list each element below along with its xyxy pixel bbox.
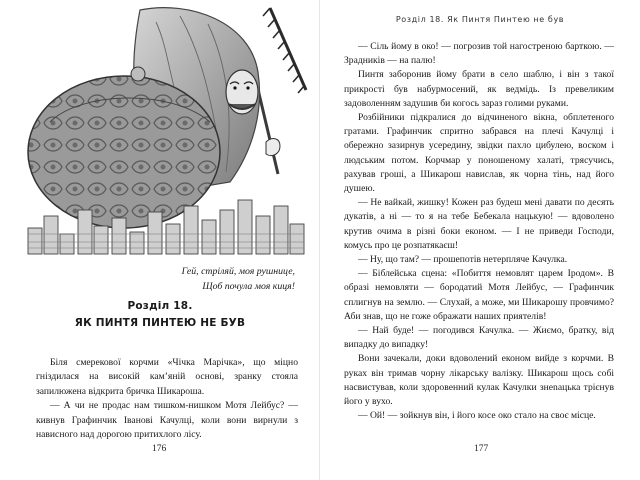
page-number: 177	[474, 444, 489, 454]
right-body-text	[344, 40, 614, 423]
paragraph: — Ой! — зойкнув він, і його косе око стало на своє місце.	[358, 410, 596, 422]
page-number: 176	[152, 444, 167, 454]
illustration-man-with-sack-and-rake	[20, 2, 308, 260]
epigraph-poem	[182, 264, 295, 294]
chapter-heading	[0, 298, 320, 332]
paragraph: — Сіль йому в око! — погрозив той нагостреною барткою. — Зрадників — на палю!	[344, 41, 614, 67]
paragraph: Вони зачекали, доки вдоволений економ вийде з корчми. В руках він тримав чорну лікарську валізку. Шикарош щось собі насвистував, коли здоровенний кулак Качулки знenацька трієнув його у вухо.	[344, 353, 614, 408]
running-head: Розділ 18. Як Пинтя Пинтею не був	[395, 15, 565, 24]
paragraph: — А чи не продас нам тишком-нишком Мотя Лейбус? — кивнув Графинчик Іванові Качулці, коли вони вирнули з нависного над дорогою притихлого лісу.	[36, 400, 298, 441]
paragraph: — Ну, що там? — прошепотів нетерпляче Качулка.	[358, 254, 568, 266]
paragraph: — Най буде! — погодився Качулка. — Жиємо, братку, від випадку до випадку!	[344, 325, 614, 351]
poem-line: Гей, стріляй, моя рушнице,	[181, 266, 295, 277]
paragraph: Біля смерекової корчми «Чічка Марічка», що міцно гніздилася на високій кам’яній основі, зранку стояла запилюжена відкрита бричка Шикароша.	[36, 357, 298, 397]
chapter-illustration	[20, 2, 308, 260]
left-body-text	[36, 356, 298, 442]
paragraph: Розбійники підкралися до відчиненого вікна, обплетеного гратами. Графинчик спритно забрався на плечі Качулці і обережно зазирнув усередину, звідки пахло цибулею, воском і людським потом. Корчмар у поношеному халаті, трясучись, рахував гроші, а Шикарош навислав, як чорна тінь, над його душею.	[344, 112, 614, 195]
poem-line: Щоб почула моя киця!	[202, 281, 295, 292]
chapter-title: ЯК ПИНТЯ ПИНТЕЮ НЕ БУВ	[74, 317, 246, 329]
paragraph: — Біблейська сцена: «Побиття немовлят царем Іродом». В образі немовляти — бородатий Мотя Лейбус, — Графинчик сплигнув на землю. — Слухай, а може, ми Шикарошу провчимо? Аби знав, що не гоже ображати наших приятелів!	[344, 268, 614, 322]
paragraph: Пинтя заборонив йому брати в село шаблю, і він з такої прикрості був набурмосений, як ведмідь. Із превеликим задоволенням задушив би когось зараз голими руками.	[344, 69, 614, 109]
chapter-number: Розділ 18.	[127, 300, 193, 312]
right-page	[320, 0, 640, 480]
paragraph: — Не вайкай, жишку! Кожен раз будеш мені давати по десять дукатів, а ні — то я на тебе Бебекала нацькую! — вдоволено крутив очима в різні боки економ. — І не приведи Господи, комусь про це розпатякаєш!	[344, 197, 614, 251]
